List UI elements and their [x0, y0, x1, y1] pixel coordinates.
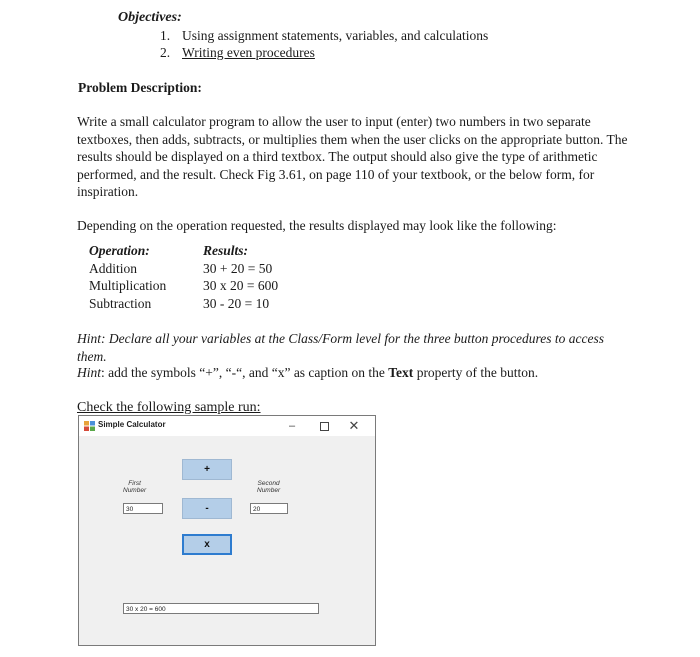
problem-line: inspiration.	[77, 184, 139, 200]
operation-column	[89, 242, 166, 312]
second-number-label	[257, 480, 280, 494]
add-button[interactable]: +	[182, 459, 232, 480]
second-number-input[interactable]: 20	[250, 503, 288, 514]
app-icon	[84, 421, 95, 431]
results-column	[203, 242, 278, 312]
results-intro: Depending on the operation requested, the results displayed may look like the following:	[77, 218, 557, 233]
problem-line: performed, and the result. Check Fig 3.61, on page 110 of your textbook, or the below form, for	[77, 166, 595, 182]
hint-text: : add the symbols “+”, “-“, and “x” as caption on the	[101, 365, 389, 380]
operation-item: Addition	[89, 260, 138, 276]
objective-item-2	[160, 45, 315, 61]
calculator-window	[78, 415, 376, 646]
multiply-button[interactable]: x	[182, 534, 232, 555]
result-item: 30 x 20 = 600	[203, 278, 279, 293]
results-header: Results:	[203, 243, 249, 258]
maximize-icon	[320, 422, 329, 431]
problem-title: Problem Description:	[78, 80, 202, 95]
sample-run-heading: Check the following sample run:	[77, 400, 261, 415]
window-title: Simple Calculator	[98, 420, 166, 429]
first-number-input[interactable]: 30	[123, 503, 163, 514]
problem-paragraph	[77, 113, 659, 201]
operation-item: Multiplication	[89, 278, 167, 293]
result-output[interactable]: 30 x 20 = 600	[123, 603, 319, 614]
close-button[interactable]: ✕	[348, 418, 360, 433]
hint-symbols	[77, 365, 538, 381]
objective-text: Using assignment statements, variables, and calculations	[182, 28, 489, 43]
hint-text-end: property of the button.	[413, 365, 539, 380]
problem-line: Write a small calculator program to allow the user to input (enter) two numbers in two separate	[77, 114, 591, 129]
maximize-button[interactable]	[311, 417, 337, 435]
hint-bold-text: Text	[388, 365, 414, 380]
objective-item-1	[160, 28, 488, 44]
label-line: First	[128, 480, 141, 487]
hint-label: Hint	[77, 365, 102, 380]
hint-line: Hint: Declare all your variables at the Class/Form level for the three button procedures to access	[77, 331, 605, 346]
minimize-button[interactable]: –	[288, 420, 296, 432]
result-item: 30 + 20 = 50	[203, 260, 273, 276]
label-line: Second	[257, 480, 280, 487]
problem-line: results should be displayed on a third textbox. The output should also give the type of arithmetic	[77, 149, 598, 165]
hint-declare	[77, 330, 604, 365]
operation-item: Subtraction	[89, 295, 152, 311]
first-number-label	[123, 480, 146, 494]
operation-header: Operation:	[89, 243, 150, 258]
objectives-title: Objectives:	[118, 10, 182, 25]
objective-number: 1.	[160, 28, 171, 43]
objective-number: 2.	[160, 45, 171, 60]
window-titlebar	[79, 416, 375, 436]
label-line: Number	[257, 487, 281, 494]
label-line: Number	[123, 487, 147, 494]
result-item: 30 - 20 = 10	[203, 295, 270, 311]
problem-line: textboxes, then adds, subtracts, or multiplies them when the user clicks on the appropriate button. The	[77, 131, 628, 147]
objective-text: Writing even procedures	[182, 45, 315, 60]
hint-line: them.	[77, 348, 107, 364]
subtract-button[interactable]: -	[182, 498, 232, 519]
